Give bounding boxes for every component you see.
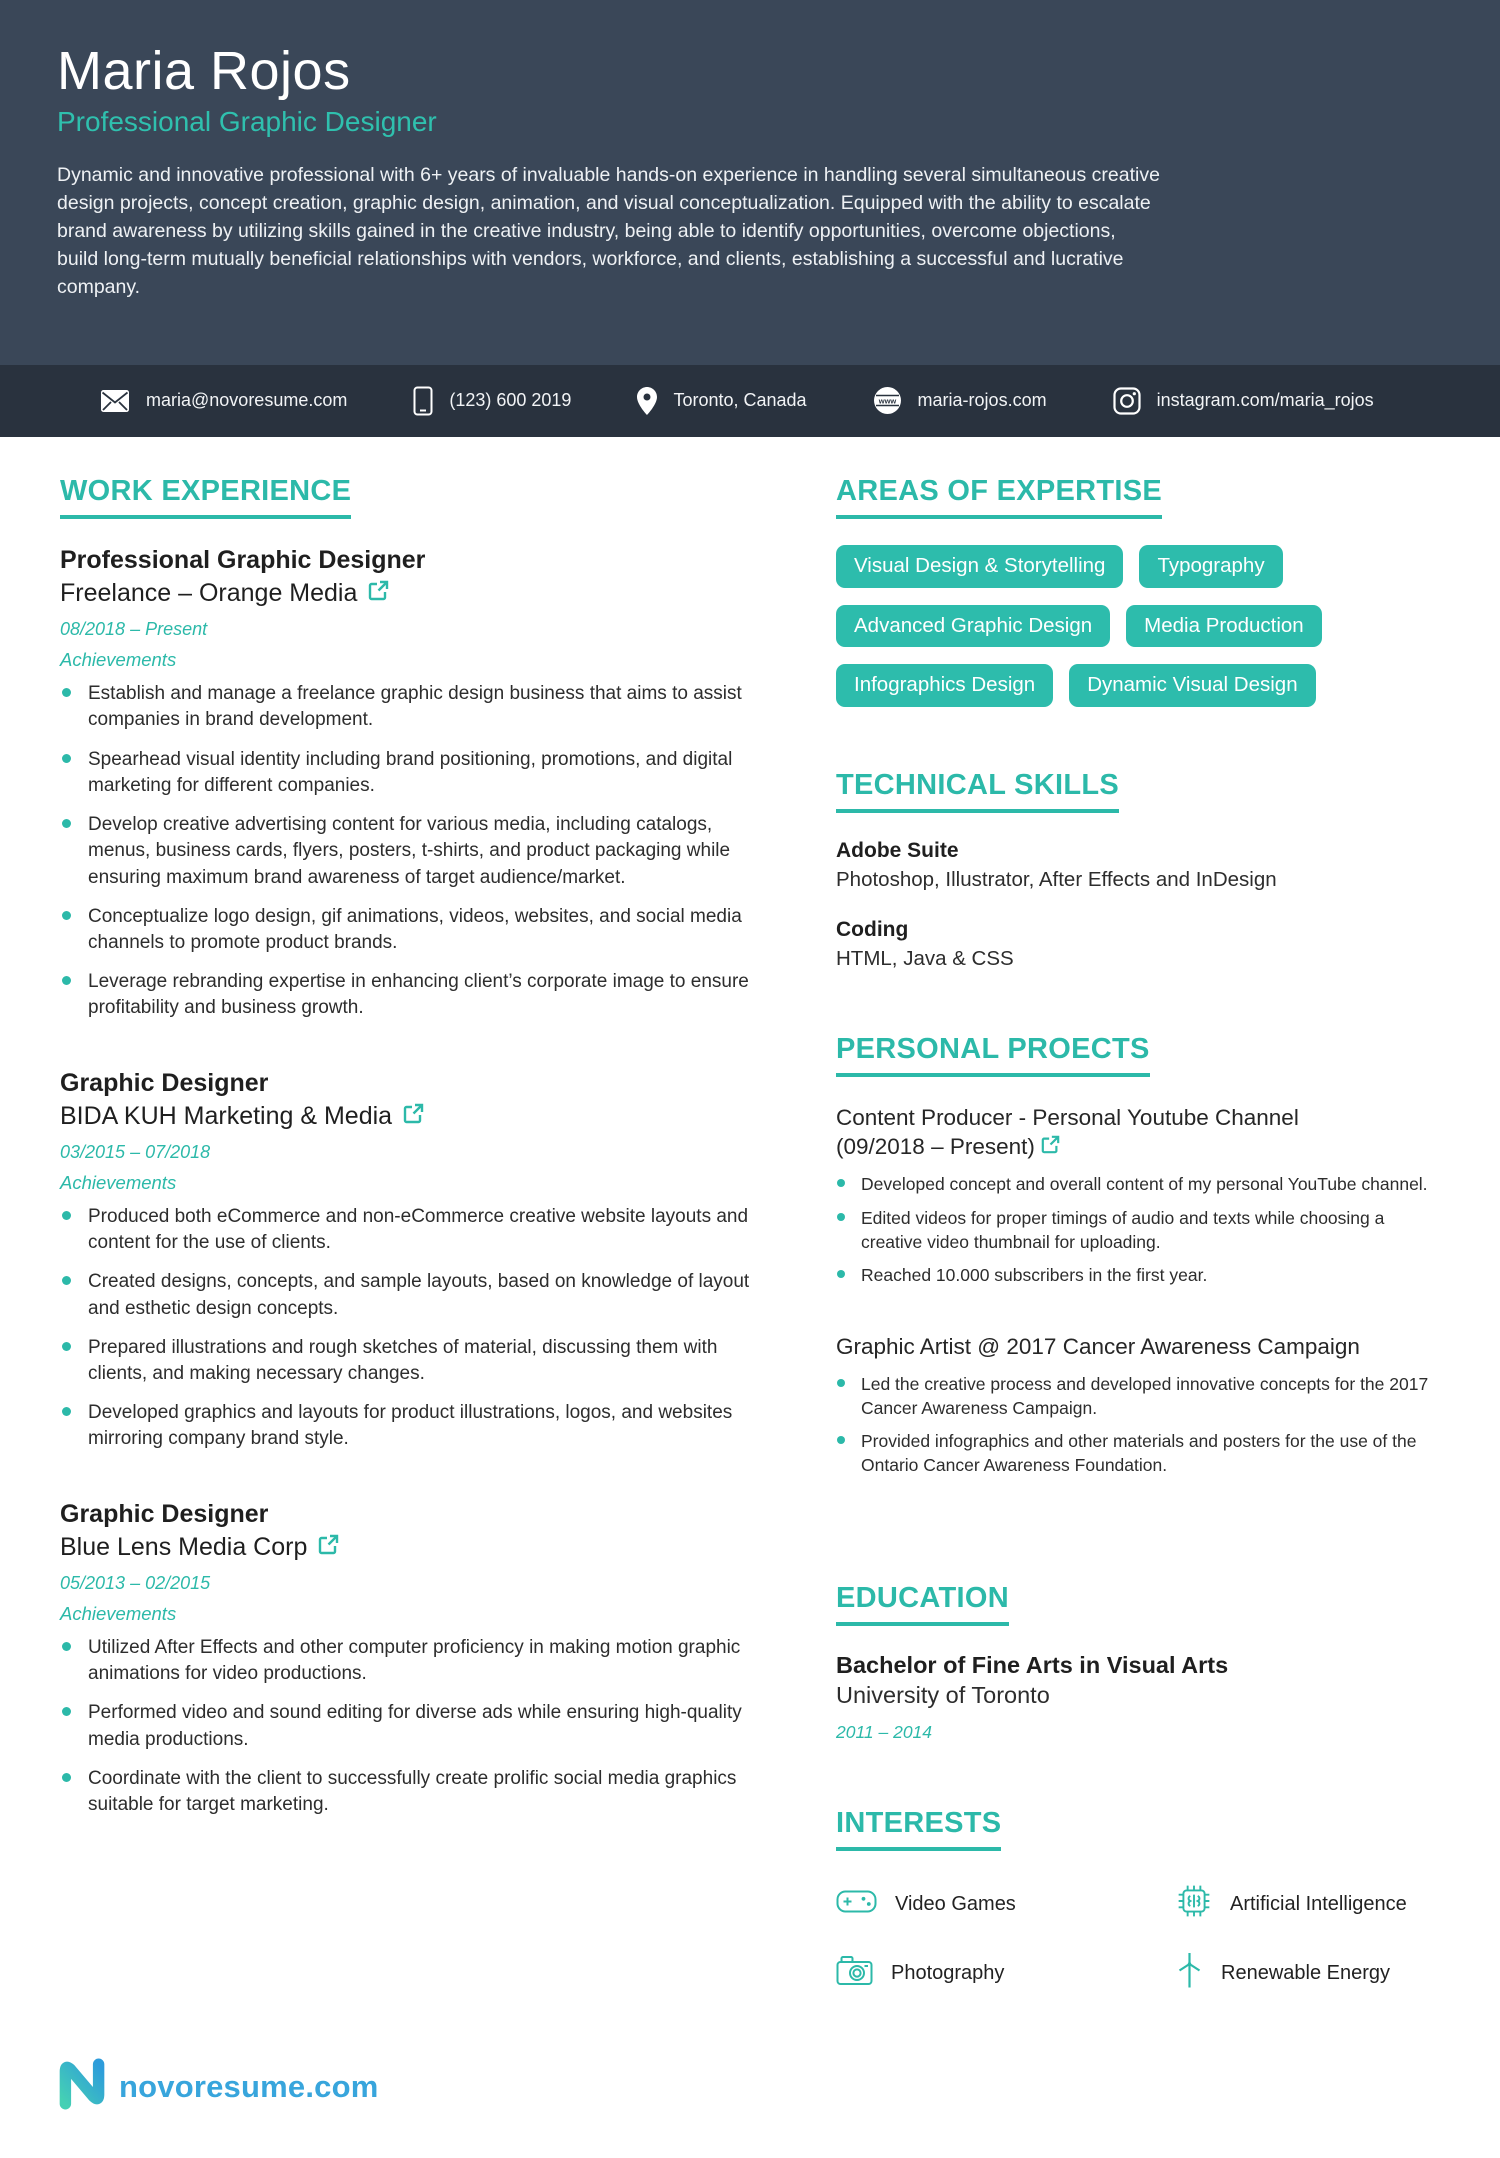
achievement-item: Coordinate with the client to successfully create prolific social media graphics suitable for target marketing.	[60, 1766, 760, 1818]
project-entry	[836, 1103, 1446, 1289]
ai-chip-icon	[1176, 1883, 1212, 1925]
project-entry	[836, 1332, 1446, 1478]
personal-projects-heading: PERSONAL PROECTS	[836, 1033, 1150, 1077]
achievement-item: Created designs, concepts, and sample layouts, based on knowledge of layout and esthetic design concepts.	[60, 1269, 760, 1321]
personal-projects-section	[836, 1033, 1446, 1478]
skill-group-name: Adobe Suite	[836, 838, 959, 862]
wind-turbine-icon	[1176, 1952, 1203, 1995]
expertise-tag-list	[836, 545, 1396, 707]
interest-item	[836, 1883, 1158, 1925]
interest-item	[836, 1952, 1158, 1995]
project-bullet: Led the creative process and developed innovative concepts for the 2017 Cancer Awareness Campaign.	[836, 1373, 1446, 1421]
camera-icon	[836, 1955, 873, 1992]
project-bullet: Reached 10.000 subscribers in the first year.	[836, 1264, 1446, 1288]
external-link-icon[interactable]	[318, 1533, 339, 1562]
external-link-icon[interactable]	[1041, 1132, 1060, 1162]
education-section	[836, 1582, 1446, 1743]
achievement-item: Developed graphics and layouts for product illustrations, logos, and websites mirroring company brand style.	[60, 1400, 760, 1452]
interest-label: Photography	[891, 1962, 1005, 1985]
summary-text: Dynamic and innovative professional with 6+ years of invaluable hands-on experience in handling several simultaneous creative design projects, concept creation, graphic design, animation, and visual conceptualization. Equipped with the ability to escalate brand awareness by utilizing skills gained in the creative industry, being able to identify opportunities, overcome objections, build long-term mutually beneficial relationships with vendors, workforce, and clients, establishing a successful and lucrative company.	[57, 164, 1160, 298]
achievement-item: Conceptualize logo design, gif animations, videos, websites, and social media channels to promote product brands.	[60, 904, 760, 956]
technical-skills-heading: TECHNICAL SKILLS	[836, 769, 1119, 813]
interest-label: Renewable Energy	[1221, 1962, 1390, 1985]
expertise-tag: Infographics Design	[836, 664, 1053, 707]
job-company-line	[60, 579, 760, 608]
resume-sidebar	[836, 475, 1446, 2057]
instagram-icon	[1113, 387, 1141, 415]
globe-icon	[873, 386, 902, 415]
contact-instagram[interactable]	[1113, 387, 1374, 415]
achievements-label: Achievements	[60, 1171, 177, 1193]
novoresume-logo-icon[interactable]	[55, 2057, 109, 2116]
contact-email-text: maria@novoresume.com	[146, 390, 348, 411]
project-bullet-list	[836, 1173, 1446, 1288]
skill-group	[836, 918, 1446, 971]
achievement-item: Produced both eCommerce and non-eCommerce creative website layouts and content for the use of clients.	[60, 1204, 760, 1256]
project-title-line	[836, 1103, 1381, 1162]
job-title: Professional Graphic Designer	[60, 545, 426, 574]
job-entry	[60, 545, 760, 1022]
achievement-item: Develop creative advertising content for various media, including catalogs, menus, business cards, flyers, posters, t-shirts, and product packaging while ensuring maximum brand awareness of target audience/market.	[60, 812, 760, 891]
interests-grid	[836, 1883, 1446, 1995]
education-school: University of Toronto	[836, 1682, 1050, 1709]
project-title-line	[836, 1332, 1446, 1362]
expertise-tag: Dynamic Visual Design	[1069, 664, 1315, 707]
svg-text:www: www	[878, 396, 896, 406]
contact-phone	[413, 386, 571, 416]
phone-icon	[413, 386, 433, 416]
education-heading: EDUCATION	[836, 1582, 1009, 1626]
education-dates: 2011 – 2014	[836, 1722, 933, 1743]
project-bullet: Provided infographics and other materials and posters for the use of the Ontario Cancer Awareness Foundation.	[836, 1430, 1446, 1478]
job-dates: 03/2015 – 07/2018	[60, 1141, 211, 1162]
contact-location-text: Toronto, Canada	[673, 390, 807, 411]
technical-skills-section	[836, 769, 1446, 971]
contact-instagram-text: instagram.com/maria_rojos	[1156, 390, 1374, 411]
skill-group-items: HTML, Java & CSS	[836, 946, 1014, 970]
work-experience-section	[60, 475, 760, 1864]
footer	[0, 2057, 1500, 2158]
interests-heading: INTERESTS	[836, 1807, 1001, 1851]
job-company-name: BIDA KUH Marketing & Media	[60, 1101, 393, 1130]
achievement-item: Leverage rebranding expertise in enhancing client’s corporate image to ensure profitability and business growth.	[60, 969, 760, 1021]
achievement-item: Establish and manage a freelance graphic design business that aims to assist companies in brand development.	[60, 681, 760, 733]
job-company-line	[60, 1533, 760, 1562]
interests-section	[836, 1807, 1446, 1995]
contact-email[interactable]	[100, 389, 347, 413]
expertise-tag: Visual Design & Storytelling	[836, 545, 1123, 588]
project-bullet: Edited videos for proper timings of audio and texts while choosing a creative video thumbnail for uploading.	[836, 1207, 1446, 1255]
job-entry	[60, 1499, 760, 1819]
education-degree: Bachelor of Fine Arts in Visual Arts	[836, 1652, 1229, 1679]
skill-group-items: Photoshop, Illustrator, After Effects and InDesign	[836, 867, 1277, 891]
location-icon	[637, 387, 657, 415]
areas-of-expertise-section	[836, 475, 1446, 707]
resume-header	[0, 0, 1500, 365]
mail-icon	[100, 389, 130, 413]
interest-item	[1176, 1883, 1446, 1925]
achievement-list	[60, 1635, 760, 1818]
achievement-item: Spearhead visual identity including brand positioning, promotions, and digital marketing for different companies.	[60, 747, 760, 799]
expertise-tag: Typography	[1139, 545, 1282, 588]
brand-link[interactable]: novoresume.com	[119, 2068, 379, 2104]
achievement-list	[60, 1204, 760, 1453]
interest-item	[1176, 1952, 1446, 1995]
contact-phone-text: (123) 600 2019	[449, 390, 572, 411]
areas-of-expertise-heading: AREAS OF EXPERTISE	[836, 475, 1162, 519]
skill-group-name: Coding	[836, 917, 909, 941]
expertise-tag: Advanced Graphic Design	[836, 605, 1110, 648]
contact-bar	[0, 365, 1500, 437]
job-company-name: Freelance – Orange Media	[60, 579, 358, 608]
achievements-label: Achievements	[60, 1602, 177, 1624]
achievement-item: Prepared illustrations and rough sketches of material, discussing them with clients, and making necessary changes.	[60, 1335, 760, 1387]
job-dates: 08/2018 – Present	[60, 619, 208, 640]
work-experience-heading: WORK EXPERIENCE	[60, 475, 351, 519]
skill-group	[836, 839, 1446, 892]
project-bullet: Developed concept and overall content of my personal YouTube channel.	[836, 1173, 1446, 1197]
interest-label: Artificial Intelligence	[1230, 1892, 1407, 1915]
job-title: Graphic Designer	[60, 1499, 269, 1528]
expertise-tag: Media Production	[1126, 605, 1322, 648]
job-company-line	[60, 1102, 760, 1131]
interest-label: Video Games	[895, 1892, 1016, 1915]
candidate-name: Maria Rojos	[57, 41, 351, 101]
achievement-list	[60, 681, 760, 1021]
job-entry	[60, 1068, 760, 1453]
achievements-label: Achievements	[60, 649, 177, 671]
resume-body	[0, 437, 1500, 2057]
contact-website-text: maria-rojos.com	[917, 390, 1047, 411]
job-company-name: Blue Lens Media Corp	[60, 1532, 308, 1561]
achievement-item: Utilized After Effects and other computer proficiency in making motion graphic animations for video productions.	[60, 1635, 760, 1687]
external-link-icon[interactable]	[368, 579, 389, 608]
achievement-item: Performed video and sound editing for diverse ads while ensuring high-quality media productions.	[60, 1700, 760, 1752]
job-dates: 05/2013 – 02/2015	[60, 1572, 211, 1593]
contact-location	[637, 387, 806, 415]
candidate-title: Professional Graphic Designer	[57, 106, 437, 138]
external-link-icon[interactable]	[403, 1102, 424, 1131]
contact-website[interactable]	[873, 386, 1047, 415]
gamepad-icon	[836, 1887, 877, 1922]
job-title: Graphic Designer	[60, 1068, 269, 1097]
project-bullet-list	[836, 1373, 1446, 1478]
project-title: Content Producer - Personal Youtube Channel (09/2018 – Present)	[836, 1104, 1299, 1160]
project-title: Graphic Artist @ 2017 Cancer Awareness Campaign	[836, 1334, 1360, 1360]
